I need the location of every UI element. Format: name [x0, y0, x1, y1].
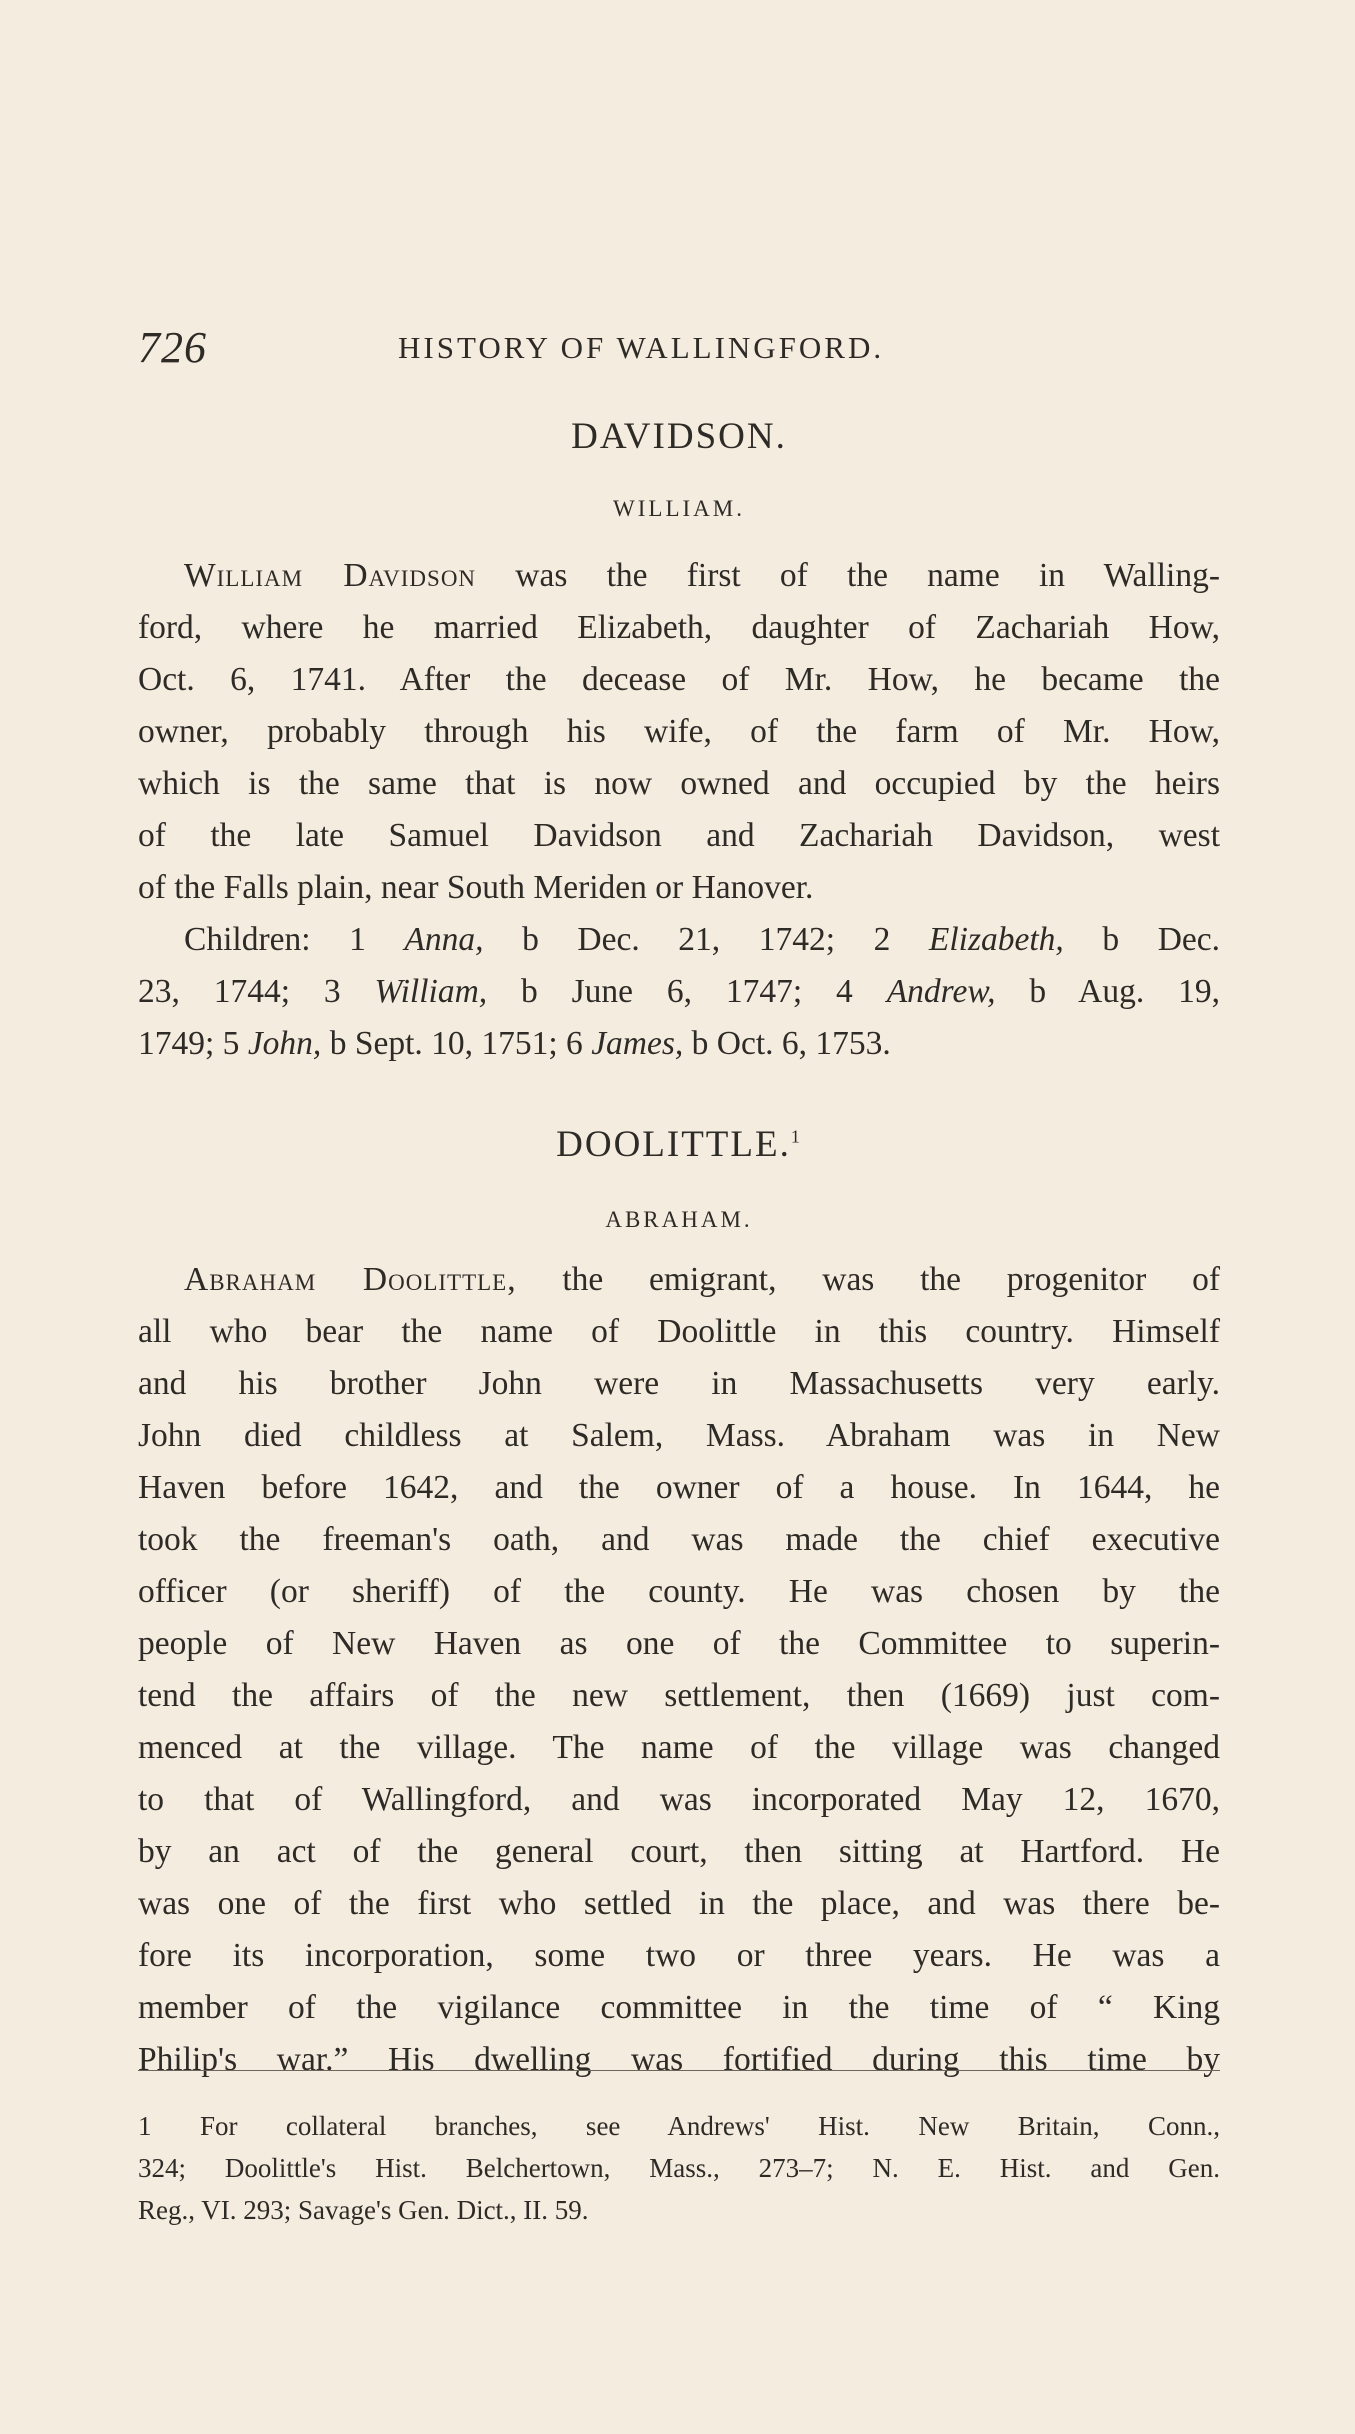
text-line: took the freeman's oath, and was made the chief executive [138, 1521, 1220, 1558]
text-line: people of New Haven as one of the Committee to superin- [138, 1625, 1220, 1662]
text-line: John died childless at Salem, Mass. Abraham was in New [138, 1417, 1220, 1454]
subheading-abraham: ABRAHAM. [605, 1207, 753, 1232]
text-line: Oct. 6, 1741. After the decease of Mr. How, he became the [138, 661, 1220, 698]
name-small-caps: Abraham Doolittle, [184, 1261, 517, 1298]
children-label: Children: [184, 921, 350, 958]
child-name: Elizabeth, [928, 921, 1064, 958]
child-name: James, [591, 1025, 684, 1062]
davidson-paragraph [138, 550, 1220, 914]
child-name: William, [374, 973, 488, 1010]
running-head [138, 322, 1220, 378]
footnote [138, 2105, 1220, 2231]
text-line: which is the same that is now owned and occupied by the heirs [138, 765, 1220, 802]
text-span: 23, 1744; 3 [138, 973, 375, 1010]
text-line: menced at the village. The name of the village was changed [138, 1729, 1220, 1766]
footnote-reference: 1 [790, 1126, 802, 1147]
child-name: John, [247, 1025, 322, 1062]
section-heading-davidson: DAVIDSON. [571, 416, 787, 457]
text-line: Haven before 1642, and the owner of a house. In 1644, he [138, 1469, 1220, 1506]
page-number: 726 [138, 323, 207, 372]
text-line [138, 966, 1220, 1018]
footnote-line: 1 For collateral branches, see Andrews' Hist. New Britain, Conn., [138, 2111, 1220, 2141]
footnote-line: 324; Doolittle's Hist. Belchertown, Mass., 273–7; N. E. Hist. and Gen. [138, 2153, 1220, 2183]
text-span: 1749; 5 [138, 1025, 248, 1062]
child-name: Andrew, [886, 973, 996, 1010]
text-line: and his brother John were in Massachusetts very early. [138, 1365, 1220, 1402]
text-line: member of the vigilance committee in the time of “ King [138, 1989, 1220, 2026]
text-line: of the late Samuel Davidson and Zachariah Davidson, west [138, 817, 1220, 854]
text-line: tend the affairs of the new settlement, then (1669) just com- [138, 1677, 1220, 1714]
text-line: Philip's war.” His dwelling was fortified during this time by [138, 2041, 1220, 2078]
text-line: to that of Wallingford, and was incorporated May 12, 1670, [138, 1781, 1220, 1818]
text-line: owner, probably through his wife, of the farm of Mr. How, [138, 713, 1220, 750]
running-title: HISTORY OF WALLINGFORD. [398, 330, 885, 365]
text-line: fore its incorporation, some two or three years. He was a [138, 1937, 1220, 1974]
text-line: was one of the first who settled in the place, and was there be- [138, 1885, 1220, 1922]
text-line: ford, where he married Elizabeth, daughter of Zachariah How, [138, 609, 1220, 646]
text-span: b Aug. 19, [995, 973, 1220, 1010]
subheading-william: WILLIAM. [613, 496, 745, 521]
text-span: the emigrant, was the progenitor of [516, 1261, 1220, 1298]
section-heading-doolittle [138, 1123, 1220, 1166]
text-line [138, 914, 1220, 966]
text-line: officer (or sheriff) of the county. He was chosen by the [138, 1573, 1220, 1610]
name-small-caps: William Davidson [184, 557, 477, 594]
text-span: 1 [349, 921, 405, 958]
children-paragraph [138, 914, 1220, 1070]
text-span: b Sept. 10, 1751; 6 [321, 1025, 592, 1062]
text-line: of the Falls plain, near South Meriden or Hanover. [138, 869, 814, 906]
footnote-line: Reg., VI. 293; Savage's Gen. Dict., II. 59. [138, 2195, 589, 2225]
text-span: b June 6, 1747; 4 [487, 973, 887, 1010]
text-span: b Dec. [1063, 921, 1220, 958]
text-line [138, 550, 1220, 602]
heading-text: DOOLITTLE. [556, 1124, 791, 1165]
text-span: was the first of the name in Walling- [476, 557, 1220, 594]
child-name: Anna, [404, 921, 484, 958]
text-line: by an act of the general court, then sitting at Hartford. He [138, 1833, 1220, 1870]
text-line: all who bear the name of Doolittle in this country. Himself [138, 1313, 1220, 1350]
doolittle-paragraph [138, 1254, 1220, 2086]
text-span: b Dec. 21, 1742; 2 [483, 921, 929, 958]
footnote-divider [138, 2070, 1220, 2071]
text-line [138, 1018, 1220, 1070]
text-line [138, 1254, 1220, 1306]
text-span: b Oct. 6, 1753. [683, 1025, 891, 1062]
